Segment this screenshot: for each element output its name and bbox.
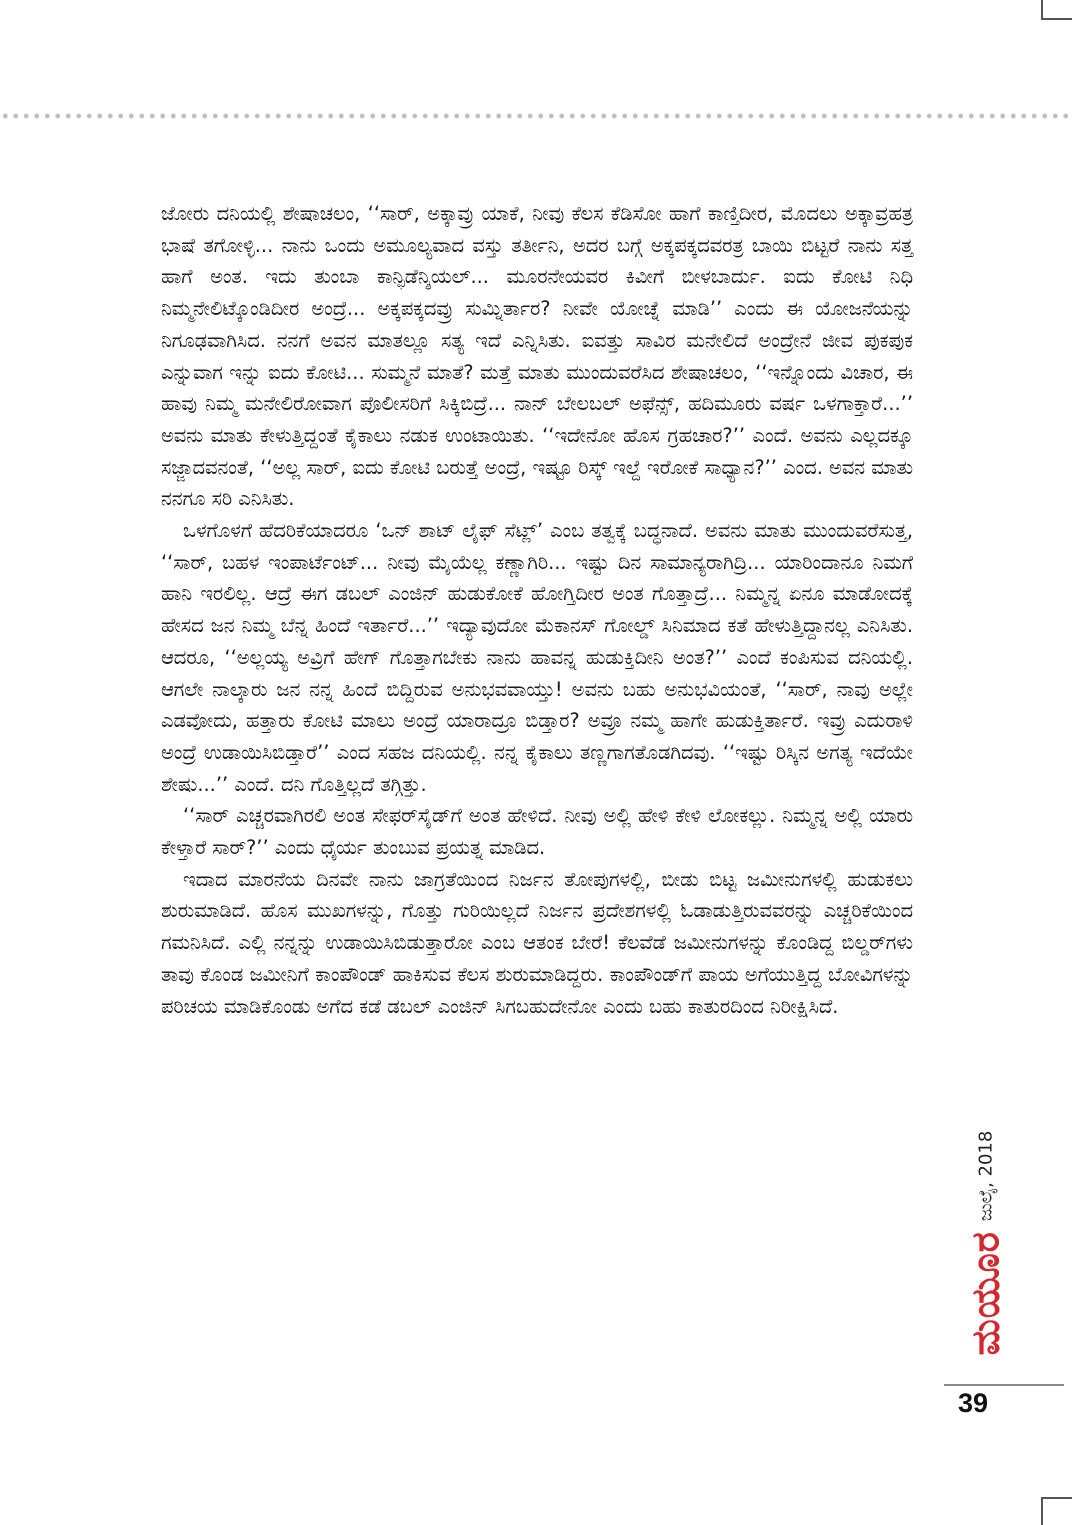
magazine-logo: ಮಯೂರ	[963, 1231, 1008, 1356]
paragraph-2: ಒಳಗೊಳಗೆ ಹೆದರಿಕೆಯಾದರೂ ‘ಒನ್ ಶಾಟ್ ಲೈಫ್ ಸೆಟ್ಲ್’ ಎಂಬ ತತ್ವಕ್ಕೆ ಬದ್ಧನಾದೆ. ಅವನು ಮಾತು ಮುಂದುವರೆಸುತ್ತ, ‘‘ಸಾರ್, ಬಹಳ ಇಂಪಾರ್ಟೆಂಟ್... ನೀವು ಮೈಯೆಲ್ಲ ಕಣ್ಣಾಗಿರಿ... ಇಷ್ಟು ದಿನ ಸಾಮಾನ್ಯರಾಗಿದ್ರಿ... ಯಾರಿಂದಾನೂ ನಿಮಗೆ ಹಾನಿ ಇರಲಿಲ್ಲ. ಆದ್ರೆ ಈಗ ಡಬಲ್ ಎಂಜಿನ್ ಹುಡುಕೋಕೆ ಹೋಗ್ತಿದೀರ ಅಂತ ಗೊತ್ತಾದ್ರೆ... ನಿಮ್ಮನ್ನ ಏನೂ ಮಾಡೋದಕ್ಕೆ ಹೇಸದ ಜನ ನಿಮ್ಮ ಬೆನ್ನ ಹಿಂದೆ ಇರ್ತಾರೆ...’’ ಇದ್ಯಾವುದೋ ಮೆಕಾನಸ್ ಗೋಲ್ಡ್ ಸಿನಿಮಾದ ಕತೆ ಹೇಳುತ್ತಿದ್ದಾನಲ್ಲ ಎನಿಸಿತು. ಆದರೂ, ‘‘ಅಲ್ಲಯ್ಯ ಅವ್ರಿಗೆ ಹೇಗ್ ಗೊತ್ತಾಗಬೇಕು ನಾನು ಹಾವನ್ನ ಹುಡುಕ್ತಿದೀನಿ ಅಂತ?’’ ಎಂದೆ ಕಂಪಿಸುವ ದನಿಯಲ್ಲಿ. ಆಗಲೇ ನಾಲ್ಕಾರು ಜನ ನನ್ನ ಹಿಂದೆ ಬಿದ್ದಿರುವ ಅನುಭವವಾಯ್ತು! ಅವನು ಬಹು ಅನುಭವಿಯಂತೆ, ‘‘ಸಾರ್, ನಾವು ಅಲ್ಲೇ ಎಡವೋದು, ಹತ್ತಾರು ಕೋಟಿ ಮಾಲು ಅಂದ್ರೆ ಯಾರಾದ್ರೂ ಬಿಡ್ತಾರ? ಅವ್ರೂ ನಮ್ಮ ಹಾಗೇ ಹುಡುಕ್ತಿರ್ತಾರೆ. ಇವ್ರು ಎದುರಾಳಿ ಅಂದ್ರೆ ಉಡಾಯಿಸಿಬಿಡ್ತಾರೆ’’ ಎಂದ ಸಹಜ ದನಿಯಲ್ಲಿ. ನನ್ನ ಕೈಕಾಲು ತಣ್ಣಗಾಗತೊಡಗಿದವು. ‘‘ಇಷ್ಟು ರಿಸ್ಕಿನ ಅಗತ್ಯ ಇದೆಯೇ ಶೇಷು...’’ ಎಂದೆ. ದನಿ ಗೊತ್ತಿಲ್ಲದೆ ತಗ್ಗಿತ್ತು.	[161, 519, 913, 796]
page-number-rule	[944, 1384, 1064, 1386]
article-body	[161, 198, 913, 1022]
page-number: 39	[958, 1388, 989, 1418]
crop-mark-bottom-horizontal	[1041, 1497, 1072, 1499]
issue-date: ಜುಲೈ, 2018	[975, 1130, 997, 1222]
paragraph-3: ‘‘ಸಾರ್ ಎಚ್ಚರವಾಗಿರಲಿ ಅಂತ ಸೇಫರ್‌ಸೈಡ್‌ಗೆ ಅಂತ ಹೇಳಿದೆ. ನೀವು ಅಲ್ಲಿ ಹೇಳಿ ಕೇಳಿ ಲೋಕಲ್ಲು. ನಿಮ್ಮನ್ನ ಅಲ್ಲಿ ಯಾರು ಕೇಳ್ತಾರೆ ಸಾರ್?’’ ಎಂದು ಧೈರ್ಯ ತುಂಬುವ ಪ್ರಯತ್ನ ಮಾಡಿದ.	[161, 804, 913, 860]
crop-mark-top-horizontal	[1041, 18, 1072, 20]
paragraph-1: ಜೋರು ದನಿಯಲ್ಲಿ ಶೇಷಾಚಲಂ, ‘‘ಸಾರ್, ಅಕ್ಕಾವ್ರು ಯಾಕೆ, ನೀವು ಕೆಲಸ ಕೆಡಿಸೋ ಹಾಗೆ ಕಾಣ್ತಿದೀರ, ಮೊದಲು ಅಕ್ಕಾವ್ರಹತ್ರ ಭಾಷೆ ತಗೋಳ್ಳಿ... ನಾನು ಒಂದು ಅಮೂಲ್ಯವಾದ ವಸ್ತು ತರ್ತೀನಿ, ಅದರ ಬಗ್ಗೆ ಅಕ್ಕಪಕ್ಕದವರತ್ರ ಬಾಯಿ ಬಿಟ್ಟರೆ ನಾನು ಸತ್ತ ಹಾಗೆ ಅಂತ. ಇದು ತುಂಬಾ ಕಾನ್ಫಿಡೆನ್ಶಿಯಲ್... ಮೂರನೇಯವರ ಕಿವೀಗೆ ಬೀಳಬಾರ್ದು. ಐದು ಕೋಟಿ ನಿಧಿ ನಿಮ್ಮನೇಲಿಟ್ಕೊಂಡಿದೀರ ಅಂದ್ರೆ... ಅಕ್ಕಪಕ್ಕದವ್ರು ಸುಮ್ನಿರ್ತಾರ? ನೀವೇ ಯೋಚ್ನೆ ಮಾಡಿ’’ ಎಂದು ಈ ಯೋಜನೆಯನ್ನು ನಿಗೂಢವಾಗಿಸಿದ. ನನಗೆ ಅವನ ಮಾತಲ್ಲೂ ಸತ್ಯ ಇದೆ ಎನ್ನಿಸಿತು. ಐವತ್ತು ಸಾವಿರ ಮನೇಲಿದೆ ಅಂದ್ರೇನೆ ಜೀವ ಪುಕಪುಕ ಎನ್ನುವಾಗ ಇನ್ನು ಐದು ಕೋಟಿ... ಸುಮ್ಮನೆ ಮಾತೆ? ಮತ್ತೆ ಮಾತು ಮುಂದುವರೆಸಿದ ಶೇಷಾಚಲಂ, ‘‘ಇನ್ನೊಂದು ವಿಚಾರ, ಈ ಹಾವು ನಿಮ್ಮ ಮನೇಲಿರೋವಾಗ ಪೊಲೀಸರಿಗೆ ಸಿಕ್ಕಿಬಿದ್ರೆ... ನಾನ್ ಬೇಲಬಲ್ ಅಫೆನ್ಸ್, ಹದಿಮೂರು ವರ್ಷ ಒಳಗಾಕ್ತಾರೆ...’’ ಅವನು ಮಾತು ಕೇಳುತ್ತಿದ್ದಂತೆ ಕೈಕಾಲು ನಡುಕ ಉಂಟಾಯಿತು. ‘‘ಇದೇನೋ ಹೊಸ ಗ್ರಹಚಾರ?’’ ಎಂದೆ. ಅವನು ಎಲ್ಲದಕ್ಕೂ ಸಜ್ಜಾದವನಂತೆ, ‘‘ಅಲ್ಲ ಸಾರ್, ಐದು ಕೋಟಿ ಬರುತ್ತೆ ಅಂದ್ರೆ, ಇಷ್ಟೂ ರಿಸ್ಕ್ ಇಲ್ದೆ ಇರೋಕೆ ಸಾಧ್ಯಾನ?’’ ಎಂದ. ಅವನ ಮಾತು ನನಗೂ ಸರಿ ಎನಿಸಿತು.	[161, 202, 913, 511]
dotted-separator	[0, 112, 1072, 120]
paragraph-4: ಇದಾದ ಮಾರನೆಯ ದಿನವೇ ನಾನು ಜಾಗ್ರತೆಯಿಂದ ನಿರ್ಜನ ತೋಪುಗಳಲ್ಲಿ, ಬೀಡು ಬಿಟ್ಟ ಜಮೀನುಗಳಲ್ಲಿ ಹುಡುಕಲು ಶುರುಮಾಡಿದೆ. ಹೊಸ ಮುಖಗಳನ್ನು, ಗೊತ್ತು ಗುರಿಯಿಲ್ಲದೆ ನಿರ್ಜನ ಪ್ರದೇಶಗಳಲ್ಲಿ ಓಡಾಡುತ್ತಿರುವವರನ್ನು ಎಚ್ಚರಿಕೆಯಿಂದ ಗಮನಿಸಿದೆ. ಎಲ್ಲಿ ನನ್ನನ್ನು ಉಡಾಯಿಸಿಬಿಡುತ್ತಾರೋ ಎಂಬ ಆತಂಕ ಬೇರೆ! ಕೆಲವೆಡೆ ಜಮೀನುಗಳನ್ನು ಕೊಂಡಿದ್ದ ಬಿಲ್ಡರ್‌ಗಳು ತಾವು ಕೊಂಡ ಜಮೀನಿಗೆ ಕಾಂಪೌಂಡ್ ಹಾಕಿಸುವ ಕೆಲಸ ಶುರುಮಾಡಿದ್ದರು. ಕಾಂಪೌಂಡ್‌ಗೆ ಪಾಯ ಅಗೆಯುತ್ತಿದ್ದ ಬೋವಿಗಳನ್ನು ಪರಿಚಯ ಮಾಡಿಕೊಂಡು ಅಗೆದ ಕಡೆ ಡಬಲ್ ಎಂಜಿನ್ ಸಿಗಬಹುದೇನೋ ಎಂದು ಬಹು ಕಾತುರದಿಂದ ನಿರೀಕ್ಷಿಸಿದೆ.	[161, 867, 913, 1018]
crop-mark-bottom-vertical	[1041, 1497, 1043, 1525]
crop-mark-top-vertical	[1041, 0, 1043, 20]
magazine-masthead	[946, 1112, 1026, 1374]
